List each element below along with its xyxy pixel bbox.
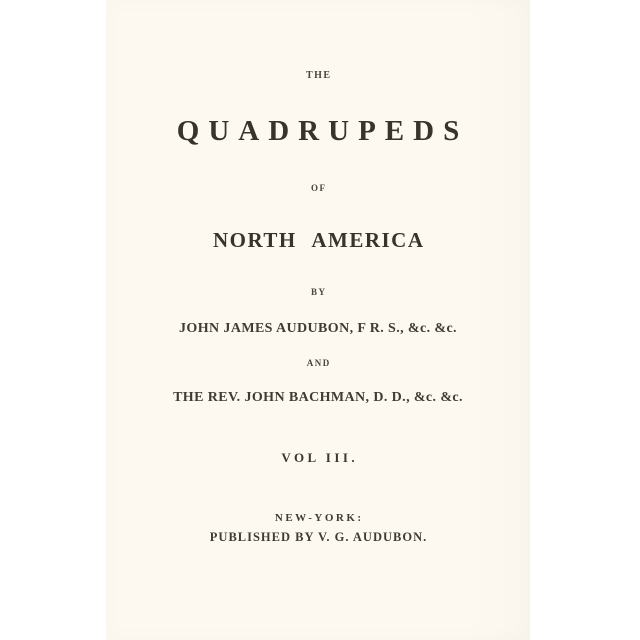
imprint-city: NEW-YORK: (274, 512, 364, 524)
book-title-page (106, 0, 530, 640)
book-title: QUADRUPEDS (176, 115, 469, 147)
book-subtitle: NORTH AMERICA (212, 228, 425, 252)
author-primary: JOHN JAMES AUDUBON, F R. S., &c. &c. (179, 321, 457, 336)
byline-label: BY (310, 287, 327, 297)
title-connector-of: OF (311, 183, 327, 193)
title-article: THE (305, 70, 332, 81)
volume-number: VOL III. (281, 450, 359, 465)
author-secondary: THE REV. JOHN BACHMAN, D. D., &c. &c. (173, 390, 463, 405)
author-connector-and: AND (306, 358, 331, 368)
imprint-publisher: PUBLISHED BY V. G. AUDUBON. (209, 530, 428, 544)
